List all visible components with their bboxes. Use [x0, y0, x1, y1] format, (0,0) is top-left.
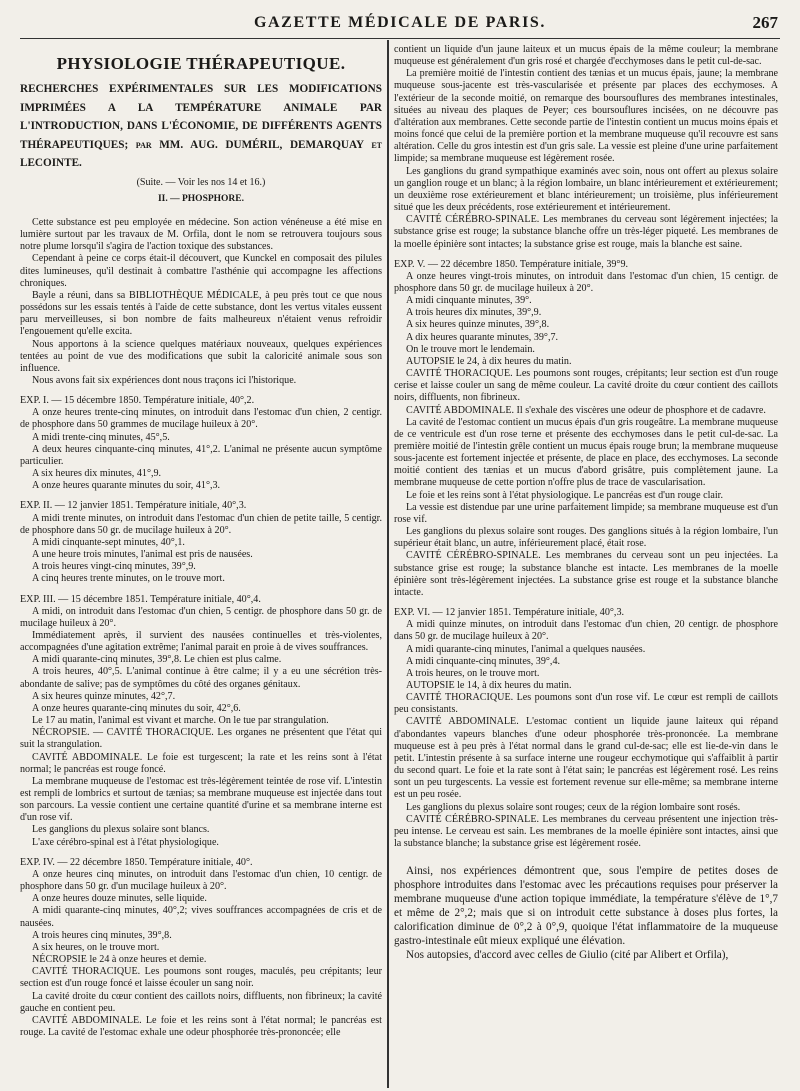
right-paragraph: Les ganglions du grand sympathique examinés avec soin, nous ont offert au plexus solaire un ganglion rouge et un blanc; à la région lombaire, un blanc intérieurement et extérieurement; un deuxième rose extérieurement et blanc intérieurement; un troisième, plus inférieurement situé que les deux précédents, rose extérieurement et intérieurement. [394, 165, 778, 214]
left-paragraph: EXP. I. — 15 décembre 1850. Température initiale, 40°,2. [20, 395, 255, 407]
page-header [20, 8, 780, 39]
right-paragraph: A six heures quinze minutes, 39°,8. [406, 319, 550, 331]
left-paragraph: A six heures, on le trouve mort. [32, 941, 160, 953]
left-paragraph: A cinq heures trente minutes, on le trouve mort. [32, 573, 225, 585]
left-paragraph: Les ganglions du plexus solaire sont blancs. [32, 824, 210, 836]
left-paragraph: La cavité droite du cœur contient des caillots noirs, diffluents, non fibrineux; la cavité gauche en contient peu. [20, 990, 382, 1014]
right-paragraph: CAVITÉ CÉRÉBRO-SPINALE. Les membranes du cerveau sont un peu injectées. La substance grise est rouge; la substance blanche est intacte. Les membranes de la moelle épinière sont très-légèrement injectées. La substance grise est rouge et la substance blanche intacte. [394, 550, 778, 598]
left-paragraph: L'axe cérébro-spinal est à l'état physiologique. [32, 836, 219, 848]
left-paragraph: NÉCROPSIE le 24 à onze heures et demie. [32, 954, 207, 966]
right-paragraph: A midi cinquante-cinq minutes, 39°,4. [406, 655, 561, 667]
right-paragraph: La première moitié de l'intestin contient des tænias et un mucus épais, jaune; la membrane muqueuse sous-jacente est très-vascularisée et présente par places des ecchymoses. A l'extérieur de la seconde moitié, on remarque des boursouflures des membranes intestinales, situées au niveau des plaques de Peyer; ces boursouflures incisées, on ne découvre pas d'altération aux membranes. Cette seconde partie de l'intestin contient un mucus moins épais et moins foncé que celui de la première portion et la membrane muqueuse qu'il recouvre est sans altération. Celle du gros intestin est d'un gris sale. La vessie est pleine d'une urine parfaitement limpide; sa membrane muqueuse est légèrement rosée. [394, 68, 778, 165]
left-paragraph: Le 17 au matin, l'animal est vivant et marche. On le tue par strangulation. [32, 715, 329, 727]
right-paragraph: contient un liquide d'un jaune laiteux et un mucus épais de la même couleur; la membrane muqueuse est généralement d'un gris rosé et chargée d'ecchymoses dans le petit cul-de-sac. [394, 44, 778, 68]
left-paragraph: II. — PHOSPHORE. [157, 193, 245, 204]
right-paragraph: Les ganglions du plexus solaire sont rouges. Des ganglions situés à la région lombaire, l'un supérieur était blanc, un autre, inférieurement placé, était rose. [394, 526, 778, 550]
right-paragraph: CAVITÉ CÉRÉBRO-SPINALE. Les membranes du cerveau sont légèrement injectées; la substance grise est rouge; la substance blanche offre un très-léger piqueté. Les membranes de la moelle épinière sont intactes; la substance grise est rouge, mais la blanche est saine. [394, 214, 778, 250]
left-paragraph: EXP. II. — 12 janvier 1851. Température initiale, 40°,3. [20, 500, 247, 512]
right-paragraph: CAVITÉ ABDOMINALE. Il s'exhale des viscères une odeur de phosphore et de cadavre. [406, 404, 766, 416]
column-divider [387, 40, 389, 1088]
left-paragraph: A midi trente-cinq minutes, 45°,5. [32, 431, 170, 443]
left-paragraph: EXP. IV. — 22 décembre 1850. Température initiale, 40°. [20, 856, 253, 868]
right-paragraph: AUTOPSIE le 14, à dix heures du matin. [406, 679, 572, 691]
left-paragraph: Immédiatement après, il survient des nausées continuelles et très-violentes, accompagnées d'une agitation extrême; l'animal parait en proie à de vives souffrances. [20, 629, 382, 654]
right-paragraph: CAVITÉ THORACIQUE. Les poumons sont d'un rose vif. Le cœur est rempli de caillots peu consistants. [394, 692, 778, 716]
left-paragraph: A trois heures vingt-cinq minutes, 39°,9. [32, 561, 196, 573]
left-paragraph: Cependant à peine ce corps était-il découvert, que Kunckel en composait des pilules dites lumineuses, qu'il destinait à combattre l'asthénie qui accompagne les affections chroniques. [20, 253, 382, 289]
left-paragraph: A midi, on introduit dans l'estomac d'un chien, 5 centigr. de phosphore dans 50 gr. de mucilage huileux à 20°. [20, 605, 382, 629]
right-paragraph: Le foie et les reins sont à l'état physiologique. Le pancréas est d'un rouge clair. [406, 489, 724, 501]
right-paragraph: EXP. VI. — 12 janvier 1851. Température initiale, 40°,3. [394, 607, 625, 619]
right-paragraph: Les ganglions du plexus solaire sont rouges; ceux de la région lombaire sont rosés. [406, 801, 741, 813]
left-paragraph: A onze heures quarante minutes du soir, 41°,3. [32, 480, 221, 492]
left-paragraph: CAVITÉ ABDOMINALE. Le foie est turgescent; la rate et les reins sont à l'état normal; le pancréas est rouge foncé. [20, 751, 382, 775]
right-paragraph: A midi cinquante minutes, 39°. [406, 295, 532, 307]
right-paragraph: EXP. V. — 22 décembre 1850. Température initiale, 39°9. [394, 258, 629, 270]
right-paragraph: CAVITÉ ABDOMINALE. L'estomac contient un liquide jaune laiteux qui répand d'abondantes vapeurs blanches d'une odeur phosphorée très-prononcée. La membrane muqueuse est à peu près à l'état normal dans le grand cul-de-sac; elle est lie-de-vin dans le petit. L'intestin présente à sa surface interne une rougeur ecchymotique qui s'affaiblit à partir du second quart. Le foie et la rate sont à l'état sain; le pancréas est légèrement rosé. Les reins sont un peu turgescents. La vessie est fortement revenue sur elle-même; sa membrane interne est un peu rosée. [394, 716, 778, 801]
left-paragraph: A une heure trois minutes, l'animal est pris de nausées. [32, 549, 253, 561]
right-paragraph: A dix heures quarante minutes, 39°,7. [406, 331, 559, 343]
right-paragraph: La cavité de l'estomac contient un mucus épais d'un gris rougeâtre. La membrane muqueuse de ce ventricule est d'un rose terne et présente des ecchymoses dans le petit cul-de-sac. La première moitié de l'intestin grêle contient un mucus épais rouge brun; la membrane muqueuse sous-jacente est fortement injectée et présente, de place en place, des ecchymoses. La seconde moitié contient des tænias et un mucus d'abord grisâtre, puis complètement jaune. La membrane muqueuse de cette portion n'offre plus de trace de vascularisation. [394, 416, 778, 489]
left-paragraph: A midi quarante-cinq minutes, 39°,8. Le chien est plus calme. [32, 654, 282, 666]
left-paragraph: La membrane muqueuse de l'estomac est très-légèrement teintée de rose vif. L'intestin est rempli de lombrics et surtout de tænias; sa membrane muqueuse est injectée dans tout son parcours. La vessie contient une certaine quantité d'urine et sa membrane interne est d'un rose vif. [20, 775, 382, 824]
right-paragraph: Nos autopsies, d'accord avec celles de Giulio (cité par Alibert et Orfila), [406, 949, 729, 962]
left-column [20, 44, 382, 1088]
left-paragraph: A onze heures cinq minutes, on introduit dans l'estomac d'un chien, 10 centigr. de phosphore dans 50 gr. d'un mucilage huileux à 20°. [20, 868, 382, 893]
left-paragraph: PHYSIOLOGIE THÉRAPEUTIQUE. [56, 54, 346, 73]
right-paragraph: A midi quinze minutes, on introduit dans l'estomac d'un chien, 20 centigr. de phosphore dans 50 gr. de mucilage huileux à 20°. [394, 619, 778, 643]
right-column [394, 44, 778, 1088]
left-paragraph: Nous avons fait six expériences dont nous traçons ici l'historique. [32, 375, 297, 386]
left-paragraph: EXP. III. — 15 décembre 1851. Température initiale, 40°,4. [20, 593, 261, 605]
right-paragraph: AUTOPSIE le 24, à dix heures du matin. [406, 355, 572, 367]
left-paragraph: NÉCROPSIE. — CAVITÉ THORACIQUE. Les organes ne présentent que l'état qui suit la strangulation. [20, 727, 382, 751]
right-paragraph: CAVITÉ CÉRÉBRO-SPINALE. Les membranes du cerveau présentent une injection très-peu intense. Le cerveau est sain. Les membranes de la moelle épinière sont intactes, ainsi que la substance blanche; la substance grise est légèrement rosée. [394, 813, 778, 849]
left-paragraph: A onze heures quarante-cinq minutes du soir, 42°,6. [32, 702, 241, 714]
left-paragraph: CAVITÉ THORACIQUE. Les poumons sont rouges, maculés, peu crépitants; leur section est d'un rouge foncé et laisse écouler un sang noir. [20, 966, 382, 990]
right-paragraph: A trois heures, on le trouve mort. [406, 667, 540, 679]
left-paragraph: Bayle a réuni, dans sa BIBLIOTHÈQUE MÉDICALE, à peu près tout ce que nous possédons sur les essais tentés à l'aide de cette substance, dont les vertus vitales eussent paru merveilleuses, si bon nombre de faits malheureux n'étaient venus refroidir l'engouement qu'elle excita. [20, 289, 382, 338]
left-paragraph: Cette substance est peu employée en médecine. Son action vénéneuse a été mise en lumière surtout par les travaux de M. Orfila, dont le nom se retrouvera toujours sous notre plume lorsqu'il s'agira de l'action toxique des substances. [20, 216, 382, 253]
left-paragraph: A trois heures, 40°,5. L'animal continue à être calme; il y a eu une sécrétion très-abondante de salive; pas de symptômes du côté des organes génitaux. [20, 666, 382, 690]
right-paragraph: La vessie est distendue par une urine parfaitement limpide; sa membrane muqueuse est d'un rose vif. [394, 501, 778, 525]
left-paragraph: A six heures quinze minutes, 42°,7. [32, 690, 176, 702]
right-paragraph: On le trouve mort le lendemain. [406, 343, 535, 355]
right-paragraph: Ainsi, nos expériences démontrent que, sous l'empire de petites doses de phosphore introduites dans l'estomac avec les précautions requises pour préserver la membrane muqueuse d'une action topique immédiate, la température s'élève de 1°,7 et même de 2°,2; mais que si on introduit cette substance à doses plus fortes, la calorification diminue de 0°,2 à 0°,9, quoique l'état inflammatoire de la muqueuse gastro-intestinale eût mieux expliqué une élévation. [394, 865, 778, 948]
left-paragraph: A trois heures cinq minutes, 39°,8. [32, 929, 172, 941]
left-paragraph: A midi cinquante-sept minutes, 40°,1. [32, 536, 185, 548]
page-number: 267 [752, 13, 778, 32]
left-paragraph: A deux heures cinquante-cinq minutes, 41°,2. L'animal ne présente aucun symptôme particulier. [20, 443, 382, 467]
left-paragraph: Nous apportons à la science quelques matériaux nouveaux, quelques expériences tentées au point de vue des modifications que subit la caloricité animale sous son influence. [20, 338, 382, 374]
left-paragraph: A midi quarante-cinq minutes, 40°,2; vives souffrances accompagnées de cris et de nausées. [20, 905, 382, 929]
left-paragraph: A onze heures trente-cinq minutes, on introduit dans l'estomac d'un chien, 2 centigr. de phosphore dans 50 grammes de mucilage huileux à 20°. [20, 407, 382, 431]
right-paragraph: A trois heures dix minutes, 39°,9. [406, 307, 542, 319]
right-paragraph: CAVITÉ THORACIQUE. Les poumons sont rouges, crépitants; leur section est d'un rouge cerise et laisse couler un sang de même couleur. La cavité droite du cœur contient des caillots noirs, diffluents, non fibrineux. [394, 368, 778, 404]
left-paragraph: A six heures dix minutes, 41°,9. [32, 468, 162, 480]
right-paragraph: A midi quarante-cinq minutes, l'animal a quelques nausées. [406, 643, 646, 655]
left-paragraph: A onze heures douze minutes, selle liquide. [32, 893, 207, 905]
journal-title: GAZETTE MÉDICALE DE PARIS. [253, 14, 546, 31]
left-paragraph: A midi trente minutes, on introduit dans l'estomac d'un chien de petite taille, 5 centigr. de phosphore dans 50 gr. de mucilage huileux à 20°. [20, 512, 382, 536]
left-paragraph: CAVITÉ ABDOMINALE. Le foie et les reins sont à l'état normal; le pancréas est rouge. La cavité de l'estomac exhale une odeur phosphorée très-prononcée; elle [20, 1014, 382, 1038]
left-paragraph: (Suite. — Voir les nos 14 et 16.) [136, 176, 266, 188]
right-paragraph: A onze heures vingt-trois minutes, on introduit dans l'estomac d'un chien, 15 centigr. de phosphore dans 50 gr. de mucilage huileux à 20°. [394, 270, 778, 294]
left-paragraph: RECHERCHES EXPÉRIMENTALES SUR LES MODIFICATIONS IMPRIMÉES A LA TEMPÉRATURE ANIMALE PAR L'INTRODUCTION, DANS L'ÉCONOMIE, DE DIFFÉRENTS AGENTS THÉRAPEUTIQUES; par MM. AUG. DUMÉRIL, DEMARQUAY et LECOINTE. [20, 83, 382, 170]
